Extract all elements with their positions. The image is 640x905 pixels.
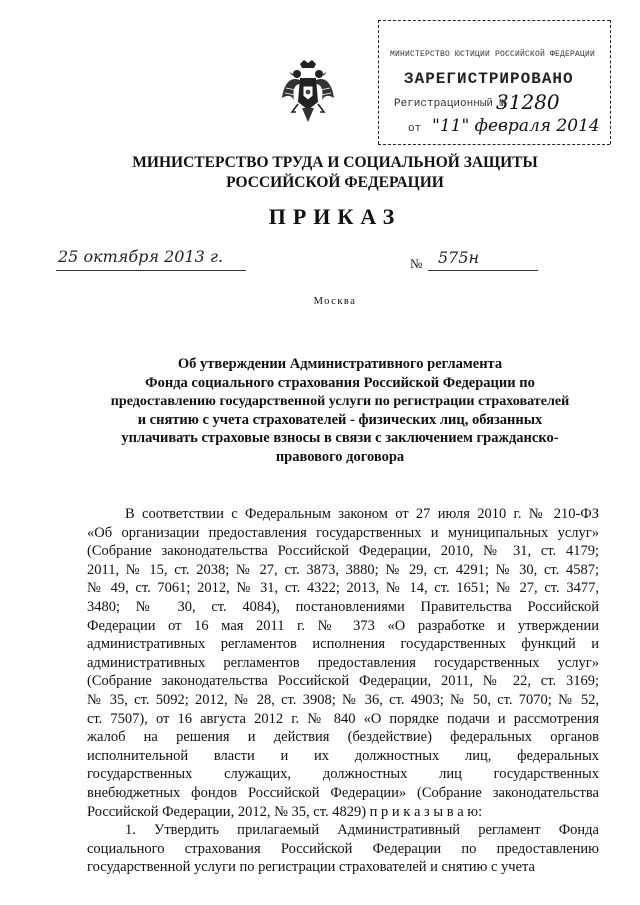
date-underline — [56, 270, 246, 271]
ministry-title-line-1: МИНИСТЕРСТВО ТРУДА И СОЦИАЛЬНОЙ ЗАЩИТЫ — [132, 154, 538, 171]
subject-line: предоставлению государственной услуги по регистрации страхователей — [110, 393, 570, 410]
stamp-reg-label: Регистрационный № — [394, 98, 507, 110]
ministry-title-line-2: РОССИЙСКОЙ ФЕДЕРАЦИИ — [226, 174, 444, 191]
double-headed-eagle-icon — [280, 58, 336, 128]
body-line: государственных служащих, должностных лиц государственных — [87, 766, 599, 783]
city: Москва — [313, 296, 357, 307]
body-line: Федерации от 16 мая 2011 г. № 373 «О разработке и утверждении — [87, 617, 599, 634]
body-line: (Собрание законодательства Российской Федерации, 2010, № 31, ст. 4179; — [87, 543, 599, 560]
document-type: ПРИКАЗ — [268, 204, 402, 229]
body-line: 2011, № 15, ст. 2038; № 27, ст. 3873, 3880; № 29, ст. 4291; № 30, ст. 4587; — [87, 561, 599, 578]
registration-stamp — [378, 20, 610, 144]
subject-line: и снятию с учета страхователей - физических лиц, обязанных — [137, 411, 543, 428]
order-body — [87, 505, 599, 877]
order-subject — [110, 355, 570, 467]
body-line: административных регламентов предоставления государственных услуг» — [87, 654, 599, 671]
stamp-ministry: МИНИСТЕРСТВО ЮСТИЦИИ РОССИЙСКОЙ ФЕДЕРАЦИИ — [390, 50, 596, 59]
number-underline — [428, 270, 538, 271]
body-line: 3480; № 30, ст. 4084), постановлениями Правительства Российской — [87, 598, 599, 615]
body-line: социального страхования Российской Федерации по предоставлению — [87, 840, 599, 857]
number-sign: № — [410, 256, 423, 271]
subject-line: правового договора — [275, 448, 405, 465]
body-line: государственной услуги по регистрации страхователей и снятию с учета — [87, 859, 535, 876]
body-line: № 35, ст. 5092; 2012, № 28, ст. 3908; № 36, ст. 4903; № 50, ст. 7070; № 52, — [87, 691, 599, 708]
body-line: Российской Федерации, 2012, № 35, ст. 4829) п р и к а з ы в а ю: — [87, 803, 483, 820]
body-line: № 49, ст. 7061; 2012, № 31, ст. 4322; 2013, № 14, ст. 1651; № 27, ст. 3477, — [87, 580, 599, 597]
stamp-from-label: от — [408, 123, 422, 135]
ministry-title — [0, 153, 640, 193]
stamp-registered: ЗАРЕГИСТРИРОВАНО — [404, 70, 574, 88]
body-line: В соответствии с Федеральным законом от 27 июля 2010 г. № 210-ФЗ — [125, 506, 599, 522]
order-date: 25 октября 2013 г. — [58, 247, 224, 266]
body-line: жалоб на решения и действия (бездействие) федеральных органов — [87, 729, 599, 746]
body-line: внебюджетных фондов Российской Федерации» (Собрание законодательства — [87, 784, 599, 801]
body-line: 1. Утвердить прилагаемый Административный регламент Фонда — [125, 822, 599, 839]
body-line: ст. 7507), от 16 августа 2012 г. № 840 «О порядке подачи и рассмотрения — [87, 710, 599, 727]
body-line: (Собрание законодательства Российской Федерации, 2011, № 22, ст. 3169; — [87, 673, 599, 690]
subject-line: Об утверждении Административного регламента — [177, 356, 503, 372]
subject-line: уплачивать страховые взносы в связи с заключением гражданско- — [121, 430, 559, 447]
stamp-from-date: "11" февраля 2014 — [432, 116, 600, 136]
order-number: 575н — [438, 248, 480, 267]
body-line: исполнительной власти и их должностных лиц, федеральных — [87, 747, 599, 764]
body-line: «Об организации предоставления государственных и муниципальных услуг» — [87, 524, 599, 541]
subject-line: Фонда социального страхования Российской Федерации по — [145, 374, 535, 391]
body-line: административных регламентов исполнения государственных функций и — [87, 636, 599, 653]
stamp-reg-number: 31280 — [496, 90, 560, 114]
